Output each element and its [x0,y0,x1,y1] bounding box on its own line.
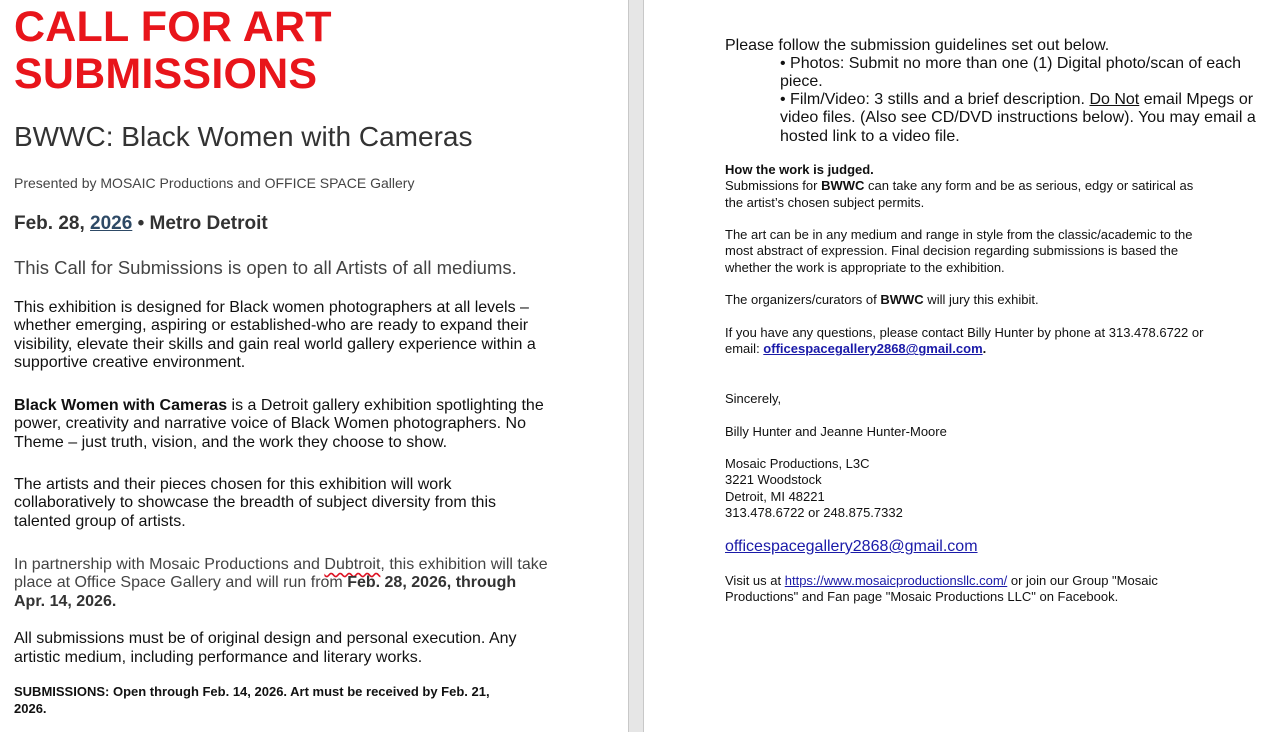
subtitle: BWWC: Black Women with Cameras [14,121,473,152]
bullet-photos [780,55,1241,92]
text-line: This exhibition is designed for Black women photographers at all levels – [14,299,529,316]
text-line: artistic medium, including performance and literary works. [14,649,423,666]
bwwc-bold: BWWC [880,292,924,307]
presented-by: Presented by MOSAIC Productions and OFFICE SPACE Gallery [14,175,415,191]
visit-paragraph [725,573,1158,606]
questions-paragraph [725,325,1203,358]
text-run: will jury this exhibit. [923,292,1039,307]
text-line: whether the work is appropriate to the exhibition. [725,259,1005,275]
text-line: • Photos: Submit no more than one (1) Digital photo/scan of each [780,55,1241,72]
text-line: All submissions must be of original design and personal execution. Any [14,630,517,647]
open-call: This Call for Submissions is open to all Artists of all mediums. [14,257,517,278]
text-line: collaboratively to showcase the breadth of subject diversity from this [14,494,497,512]
paragraph-3 [14,476,496,531]
headline-line: CALL FOR ART [14,3,332,51]
run-dates: Feb. 28, 2026, through [347,574,517,592]
text-line: Productions" and Fan page "Mosaic Productions LLC" on Facebook. [725,589,1119,605]
jury-paragraph [725,292,1039,308]
text-line: hosted link to a video file. [780,127,960,145]
do-not-emphasis: Do Not [1089,91,1140,108]
text-line: Mosaic Productions, L3C [725,456,870,471]
text-line: 2026. [14,701,47,716]
text-line: SUBMISSIONS: Open through Feb. 14, 2026. Art must be received by Feb. 21, [14,684,490,699]
text-run: , this exhibition will take [380,556,548,573]
text-line: most abstract of expression. Final decision regarding submissions is based the [725,243,1179,259]
exhibition-name: Black Women with Cameras [14,397,228,414]
text-run: . [982,341,987,357]
left-page [0,0,628,732]
text-line: Detroit, MI 48221 [725,488,825,504]
text-run: • Film/Video: 3 stills and a brief description. [780,91,1090,108]
text-run: Submissions for [725,178,822,194]
signatories: Billy Hunter and Jeanne Hunter-Moore [725,424,947,439]
headline [14,4,332,98]
text-run: The organizers/curators of [725,292,881,307]
website-link[interactable]: https://www.mosaicproductionsllc.com/ [784,573,1008,588]
contact-email-link[interactable]: officespacegallery2868@gmail.com [763,341,983,357]
submissions-deadline [14,683,490,717]
medium-paragraph [725,227,1193,276]
bullet-film-video [780,91,1256,146]
text-line: supportive creative environment. [14,354,246,372]
text-line: talented group of artists. [14,512,186,530]
text-line: video files. (Also see CD/DVD instructions below). You may email a [780,109,1256,127]
text-run: or join our Group "Mosaic [1007,573,1158,588]
text-line: 3221 Woodstock [725,472,822,488]
text-line [14,556,548,574]
text-run: is a Detroit gallery exhibition spotlighting the [227,397,544,414]
paragraph-5 [14,629,517,667]
text-run: email: [725,341,764,357]
paragraph-4 [14,556,548,611]
text-line [780,91,1256,109]
date-year: 2026 [90,213,133,234]
email-link[interactable]: officespacegallery2868@gmail.com [725,538,978,555]
date-prefix: Feb. 28, [14,213,91,234]
right-page [644,0,1280,732]
text-line [725,178,1193,194]
text-line [14,574,548,592]
text-line [14,397,544,415]
judging-heading: How the work is judged. [725,162,874,177]
bwwc-bold: BWWC [821,178,865,194]
text-line: power, creativity and narrative voice of Black Women photographers. No [14,415,526,433]
text-line: Theme – just truth, vision, and the work they choose to show. [14,433,448,451]
text-line: If you have any questions, please contact Billy Hunter by phone at 313.478.6722 or [725,325,1204,340]
headline-line: SUBMISSIONS [14,50,318,98]
paragraph-2 [14,397,544,452]
text-line [14,593,548,611]
spelling-flag-word[interactable]: Dubtroit [324,556,381,573]
text-line: the artist’s chosen subject permits. [725,194,925,210]
text-run: can take any form and be as serious, edgy or satirical as [864,178,1194,194]
text-line [725,341,1203,357]
event-date [14,213,268,235]
text-run: email Mpegs or [1139,91,1254,108]
text-run: In partnership with Mosaic Productions and [14,556,325,573]
date-suffix: • Metro Detroit [132,213,268,234]
paragraph-1 [14,299,536,373]
text-line: 313.478.6722 or 248.875.7332 [725,504,903,520]
text-line: The artists and their pieces chosen for this exhibition will work [14,476,452,493]
text-line: visibility, elevate their skills and gain real world gallery experience within a [14,335,536,353]
sincerely: Sincerely, [725,391,782,406]
text-run: place at Office Space Gallery and will run from [14,574,348,592]
text-line [725,573,1158,589]
page-gutter [628,0,644,732]
run-end-date: Apr. 14, 2026. [14,592,117,610]
guidelines-intro: Please follow the submission guidelines set out below. [725,37,1110,54]
text-run: Visit us at [725,573,785,588]
text-line: The art can be in any medium and range in style from the classic/academic to the [725,227,1193,242]
mailing-address [725,456,903,521]
text-line: whether emerging, aspiring or established-who are ready to expand their [14,317,529,335]
judging-section [725,162,1193,211]
text-line: piece. [780,73,823,91]
